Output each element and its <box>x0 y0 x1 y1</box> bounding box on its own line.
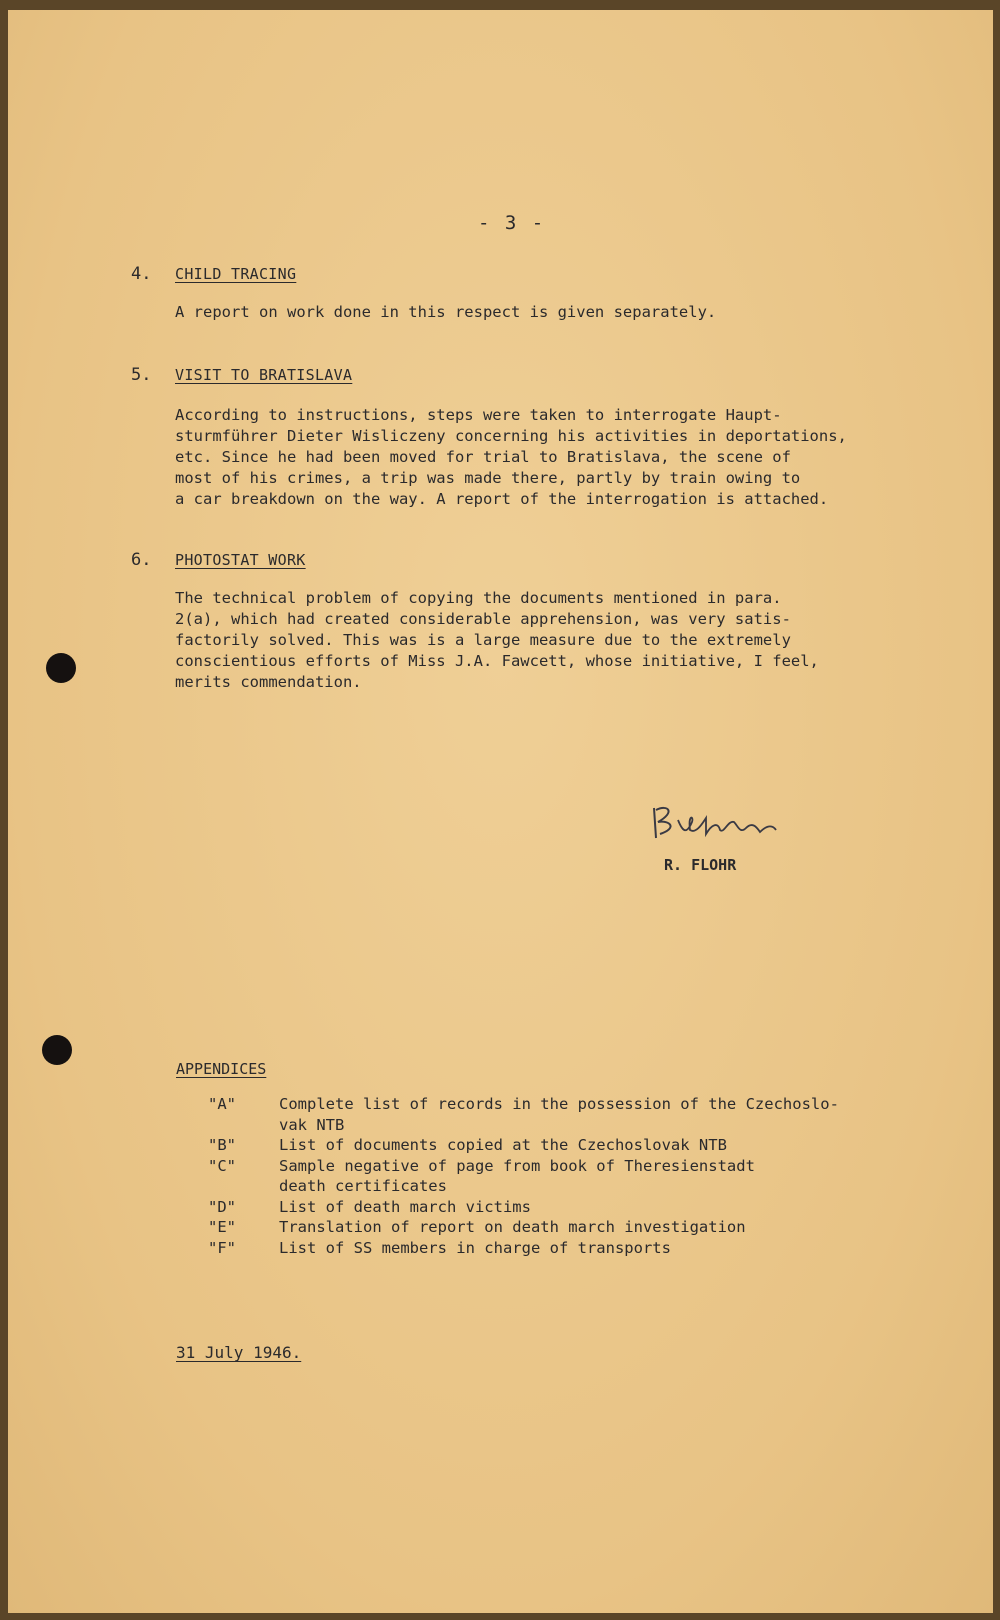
date-text: 31 July 1946. <box>176 1343 302 1362</box>
appendix-item <box>176 1156 916 1197</box>
punch-hole <box>46 653 76 683</box>
page-number: - 3 - <box>478 212 546 234</box>
appendix-text: Complete list of records in the possession of the Czechoslo- vak NTB <box>279 1095 839 1134</box>
section-title: PHOTOSTAT WORK <box>175 551 306 569</box>
appendix-text: Sample negative of page from book of Theresienstadt death certificates <box>279 1156 755 1195</box>
section-child-tracing <box>131 264 931 323</box>
section-body: A report on work done in this respect is given separately. <box>175 303 717 321</box>
appendix-key: "C" <box>208 1156 236 1175</box>
document-page <box>8 10 993 1613</box>
appendix-key: "F" <box>208 1238 236 1257</box>
punch-hole <box>42 1035 72 1065</box>
appendix-key: "A" <box>208 1095 236 1113</box>
section-number: 4. <box>131 264 152 284</box>
appendix-text: List of documents copied at the Czechoslovak NTB <box>279 1136 727 1154</box>
appendices-title: APPENDICES <box>176 1060 267 1078</box>
appendices-section <box>176 1060 916 1258</box>
appendix-text: Translation of report on death march investigation <box>279 1218 746 1236</box>
document-date <box>176 1343 301 1362</box>
section-body: The technical problem of copying the documents mentioned in para. 2(a), which had created considerable apprehension, was very satis- factorily solved. This was is a large measure due to the extremely conscientious efforts of Miss J.A. Fawcett, whose initiative, I feel, merits commendation. <box>175 589 819 691</box>
signatory-name: R. FLOHR <box>664 856 737 874</box>
appendix-key: "D" <box>208 1197 236 1216</box>
appendix-item <box>176 1217 916 1238</box>
appendix-text: List of SS members in charge of transports <box>279 1238 671 1257</box>
appendix-item <box>176 1197 916 1218</box>
handwritten-signature <box>648 800 798 850</box>
section-visit-bratislava <box>131 365 931 510</box>
appendix-key: "E" <box>208 1218 236 1236</box>
appendix-item <box>176 1135 916 1156</box>
section-heading <box>131 365 931 385</box>
section-number: 6. <box>131 550 152 570</box>
appendix-text: List of death march victims <box>279 1197 531 1216</box>
section-title: VISIT TO BRATISLAVA <box>175 366 353 384</box>
section-heading <box>131 264 931 284</box>
section-body: According to instructions, steps were taken to interrogate Haupt- sturmführer Dieter Wisliczeny concerning his activities in deportations, etc. Since he had been moved for trial to Bratislava, the scene of most of his crimes, a trip was made there, partly by train owing to a car breakdown on the way. A report of the interrogation is attached. <box>175 406 847 508</box>
section-heading <box>131 550 931 570</box>
section-title: CHILD TRACING <box>175 265 297 283</box>
section-photostat-work <box>131 550 931 693</box>
appendix-item <box>176 1094 916 1135</box>
appendix-item <box>176 1238 916 1259</box>
section-number: 5. <box>131 365 152 385</box>
appendix-key: "B" <box>208 1136 236 1154</box>
